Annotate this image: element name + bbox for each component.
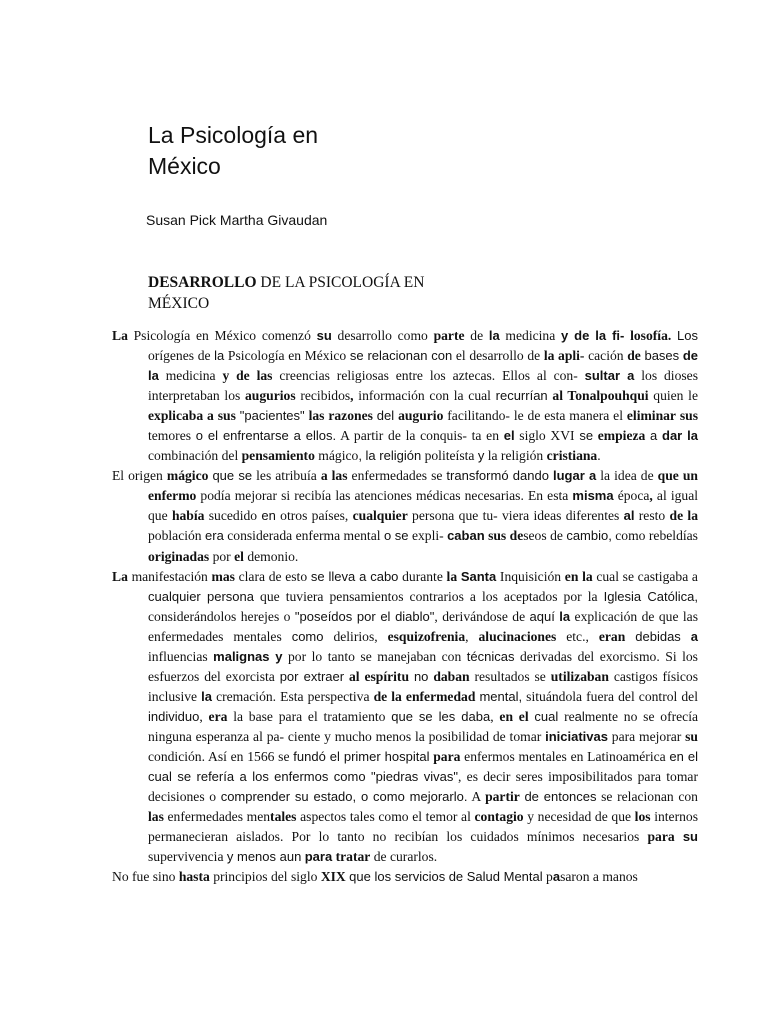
- emphasis-run: mágico: [166, 468, 209, 484]
- title-line-1: La Psicología en: [148, 122, 319, 148]
- emphasis-run: que se les daba: [391, 708, 491, 724]
- emphasis-run: y: [477, 448, 485, 464]
- emphasis-run: su: [316, 328, 332, 343]
- emphasis-run: sultar a: [584, 368, 635, 384]
- emphasis-run: aquí: [529, 608, 555, 624]
- emphasis-run: de: [627, 348, 641, 364]
- emphasis-run: cristiana: [546, 448, 598, 464]
- emphasis-run: bases: [644, 348, 680, 364]
- document-title: [148, 120, 508, 182]
- emphasis-run: las: [148, 809, 164, 825]
- emphasis-run: alucinaciones: [478, 628, 557, 644]
- emphasis-run: era: [205, 528, 224, 544]
- emphasis-run: o el enfrentarse a ellos.: [195, 428, 337, 444]
- emphasis-run: "poseídos por el diablo": [294, 608, 435, 624]
- emphasis-run: La: [112, 568, 128, 584]
- emphasis-run: para: [433, 748, 461, 764]
- emphasis-run: contagio: [474, 809, 524, 825]
- emphasis-run: enfermos como "piedras vivas": [274, 769, 459, 785]
- emphasis-run: transformó dando: [446, 468, 549, 484]
- emphasis-run: comprender su estado, o como mejorarlo.: [220, 789, 468, 805]
- emphasis-run: parte: [433, 328, 465, 343]
- emphasis-run: dar la: [662, 428, 698, 444]
- emphasis-run: Iglesia Católica,: [603, 588, 698, 604]
- emphasis-run: daban: [433, 668, 470, 684]
- emphasis-run: de la: [148, 348, 698, 384]
- authors-line: Susan Pick Martha Givaudan: [146, 212, 328, 228]
- emphasis-run: pensamiento: [241, 448, 315, 464]
- emphasis-run: cualquier persona: [148, 588, 254, 604]
- emphasis-run: era: [208, 708, 228, 724]
- emphasis-run: no: [413, 668, 429, 684]
- emphasis-run: empieza: [597, 428, 646, 444]
- emphasis-run: hasta: [178, 869, 210, 885]
- emphasis-run: a las: [320, 468, 348, 484]
- emphasis-run: ,: [649, 488, 653, 504]
- emphasis-run: al: [574, 708, 585, 724]
- emphasis-run: eran: [598, 628, 626, 644]
- emphasis-run: sus: [679, 408, 699, 424]
- emphasis-run: se relacionan con: [349, 348, 453, 364]
- emphasis-run: la apli-: [543, 348, 585, 364]
- emphasis-run: originadas: [148, 548, 210, 564]
- emphasis-run: que se: [212, 468, 253, 484]
- emphasis-run: mas: [211, 568, 235, 584]
- emphasis-run: a: [690, 628, 699, 644]
- paragraph-4: No fue sino hasta principios del siglo XIX que los servicios de Salud Mental pasaron a manos: [112, 869, 638, 885]
- emphasis-run: en: [261, 508, 276, 524]
- emphasis-run: su: [685, 728, 698, 744]
- heading-line-2: MÉXICO: [148, 295, 210, 312]
- emphasis-run: para: [647, 829, 675, 845]
- emphasis-run: se lleva a cabo: [310, 568, 399, 584]
- emphasis-run: cual: [534, 708, 559, 724]
- emphasis-run: su: [682, 829, 698, 845]
- emphasis-run: La: [112, 328, 128, 343]
- emphasis-run: XIX: [320, 869, 346, 885]
- emphasis-run: las: [308, 408, 325, 424]
- emphasis-run: y de las: [222, 368, 273, 384]
- emphasis-run: tales: [270, 809, 297, 825]
- emphasis-run: el: [234, 548, 244, 564]
- emphasis-run: esquizofrenia: [387, 628, 466, 644]
- emphasis-run: al: [623, 508, 635, 524]
- emphasis-run: iniciativas: [545, 728, 608, 744]
- emphasis-run: enfermedad: [405, 688, 476, 704]
- emphasis-run: para: [304, 849, 333, 865]
- paragraph-3: La manifestación mas clara de esto se lleva a cabo durante la Santa Inquisición en la cual se castigaba a cualquier persona que tuviera pensamientos contrarios a los aceptados por la Iglesia Católica, considerándolos herejes o "poseídos por el diablo", derivándose de aquí la explicación de que las enfermedades mentales como delirios, esquizofrenia, alucinaciones etc., eran debidas a influencias malignas y por lo tanto se manejaban con técnicas derivadas del exorcismo. Si los esfuerzos del exorcista por extraer al espíritu no daban resultados se utilizaban castigos físicos inclusive la cremación. Esta perspectiva de la enfermedad mental, situándola fuera del control del individuo, era la base para el tratamiento que se les daba, en el cual realmente no se ofrecía ninguna esperanza al pa- ciente y mucho menos la posibilidad de tomar iniciativas para mejorar su condición. Así en 1566 se fundó el primer hospital para enfermos mentales en Latinoamérica en el cual se refería a los enfermos como "piedras vivas", es decir seres imposibilitados para tomar decisiones o comprender su estado, o como mejorarlo. A partir de entonces se relacionan con las enfermedades mentales aspectos tales como el temor al contagio y necesidad de que los internos permanecieran aislados. Por lo tanto no recibían los cuidados mínimos necesarios para su supervivencia y menos aun para tratar de curarlos.: [112, 568, 699, 865]
- heading-bold: DESARROLLO: [148, 274, 257, 291]
- emphasis-run: individuo: [148, 708, 200, 724]
- emphasis-run: misma: [572, 488, 614, 504]
- emphasis-run: tratar: [335, 849, 371, 865]
- emphasis-run: utilizaban: [550, 668, 609, 684]
- emphasis-run: la: [488, 328, 500, 343]
- heading-rest: DE LA PSICOLOGÍA EN: [256, 274, 425, 291]
- emphasis-run: o se: [383, 528, 409, 544]
- emphasis-run: o: [569, 769, 577, 785]
- emphasis-run: que un enfermo: [148, 468, 698, 504]
- emphasis-run: explicaba a sus: [148, 408, 236, 424]
- emphasis-run: "pacientes": [239, 408, 305, 424]
- emphasis-run: , la religión: [358, 448, 422, 464]
- emphasis-run: cambio,: [566, 528, 612, 544]
- emphasis-run: se: [579, 428, 594, 444]
- title-line-2: México: [148, 153, 221, 179]
- emphasis-run: fundó el primer hospital: [293, 748, 430, 764]
- emphasis-run: losofía.: [630, 328, 672, 343]
- emphasis-run: al Tonalpouhqui: [552, 388, 649, 404]
- emphasis-run: malignas y: [213, 648, 283, 664]
- section-heading: [148, 272, 468, 314]
- emphasis-run: y menos aun: [226, 849, 302, 865]
- emphasis-run: de Salud Mental: [448, 869, 543, 885]
- emphasis-run: por extraer: [279, 668, 345, 684]
- emphasis-run: razones: [328, 408, 373, 424]
- paragraph-2: El origen mágico que se les atribuía a las enfermedades se transformó dando lugar a la idea de que un enfermo podía mejorar si recibía las atenciones médicas necesarias. En esta misma época, al igual que había sucedido en otros países, cualquier persona que tu- viera ideas diferentes al resto de la población era considerada enferma mental o se expli- caban sus deseos de cambio, como rebeldías originadas por el demonio.: [112, 468, 699, 564]
- emphasis-run: cualquier: [352, 508, 408, 524]
- emphasis-run: había: [171, 508, 205, 524]
- emphasis-run: la: [214, 348, 225, 364]
- emphasis-run: la: [559, 608, 571, 624]
- emphasis-run: eliminar: [626, 408, 676, 424]
- emphasis-run: en el: [499, 708, 529, 724]
- emphasis-run: recurrían: [495, 388, 548, 404]
- paragraph-1: La Psicología en México comenzó su desarrollo como parte de la medicina y de la fi- losofía. Los orígenes de la Psicología en México se relacionan con el desarrollo de la apli- cación de bases de la medicina y de las creencias religiosas entre los aztecas. Ellos al con- sultar a los dioses interpretaban los augurios recibidos, información con la cual recurrían al Tonalpouhqui quien le explicaba a sus "pacientes" las razones del augurio facilitando- le de esta manera el eliminar sus temores o el enfrentarse a ellos. A partir de la conquis- ta en el siglo XVI se empieza a dar la combinación del pensamiento mágico, la religión politeísta y la religión cristiana.: [112, 328, 699, 464]
- emphasis-run: de: [509, 528, 524, 544]
- emphasis-run: del: [376, 408, 395, 424]
- emphasis-run: mental,: [479, 688, 523, 704]
- emphasis-run: la: [201, 688, 212, 704]
- emphasis-run: augurio: [398, 408, 444, 424]
- emphasis-run: Santa: [460, 568, 497, 584]
- emphasis-run: caban: [447, 528, 485, 544]
- emphasis-run: en la: [564, 568, 593, 584]
- emphasis-run: a: [552, 869, 561, 885]
- emphasis-run: de la: [669, 508, 698, 524]
- emphasis-run: que los servicios: [349, 869, 446, 885]
- emphasis-run: de la: [373, 688, 402, 704]
- emphasis-run: el: [503, 428, 515, 444]
- emphasis-run: augurios: [245, 388, 296, 404]
- body-text: [112, 326, 698, 887]
- emphasis-run: la: [446, 568, 458, 584]
- emphasis-run: y de la fi-: [560, 328, 625, 343]
- emphasis-run: lugar a: [552, 468, 597, 484]
- emphasis-run: sus: [488, 528, 507, 544]
- emphasis-run: técnicas: [466, 648, 515, 664]
- emphasis-run: de entonces: [524, 789, 597, 805]
- emphasis-run: ,: [350, 388, 354, 404]
- emphasis-run: a: [650, 428, 658, 444]
- emphasis-run: como: [291, 628, 324, 644]
- emphasis-run: en el cual se refería a los: [148, 748, 698, 785]
- emphasis-run: Los: [677, 328, 698, 343]
- emphasis-run: partir: [485, 789, 520, 805]
- emphasis-run: los: [634, 809, 651, 825]
- emphasis-run: debidas: [635, 628, 681, 644]
- emphasis-run: al espíritu: [348, 668, 410, 684]
